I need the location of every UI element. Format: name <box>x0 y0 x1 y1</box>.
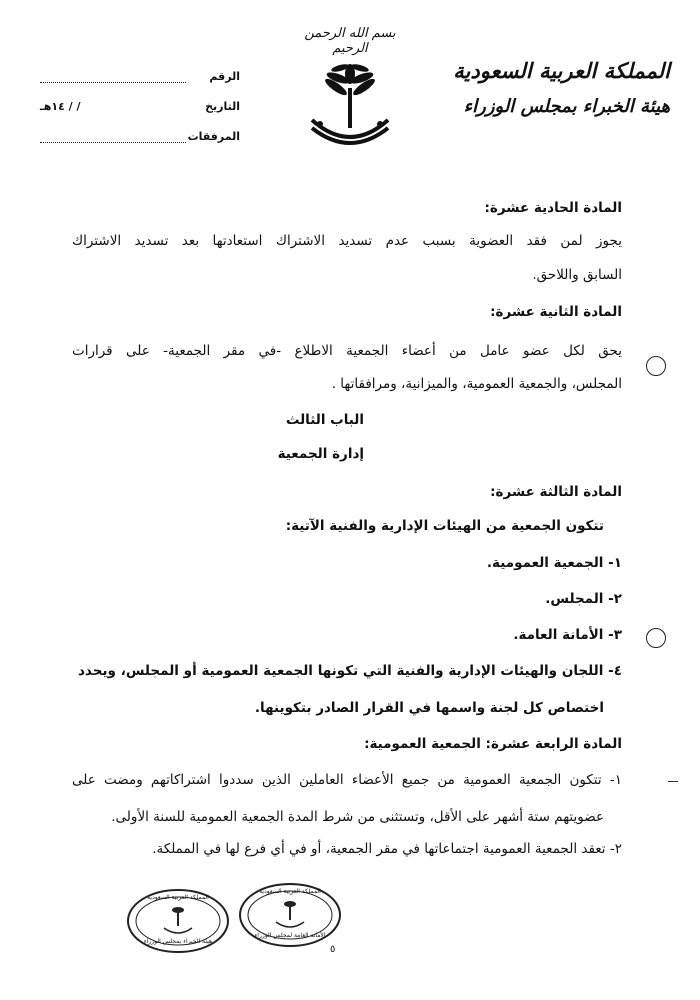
date-line <box>40 100 240 116</box>
part-3-heading: الباب الثالث <box>285 412 364 428</box>
reference-dotted-line <box>40 82 186 83</box>
article-14-item-1-line-2: عضويتهم ستة أشهر على الأقل، وتستثنى من شرط المدة الجمعية العمومية للسنة الأولى. <box>111 809 604 825</box>
article-13-item-1: ١- الجمعية العمومية. <box>486 555 622 571</box>
article-13-item-2: ٢- المجلس. <box>545 591 622 607</box>
attachments-line <box>40 130 240 146</box>
article-14-item-1-line-1: ١- تتكون الجمعية العمومية من جميع الأعضاء العاملين الذين سددوا اشتراكاتهم ومضت على <box>72 772 622 788</box>
article-13-intro: تتكون الجمعية من الهيئات الإدارية والفنية الآتية: <box>285 518 604 534</box>
reference-line <box>40 70 240 86</box>
article-12-title: المادة الثانية عشرة: <box>490 304 622 320</box>
margin-dash-mark <box>668 781 678 782</box>
article-14-title: المادة الرابعة عشرة: الجمعية العمومية: <box>364 736 622 752</box>
date-label: التاريخ <box>205 100 240 113</box>
saudi-emblem-icon <box>300 58 400 158</box>
seal-left-bottom-text: هيئة الخبراء بمجلس الوزراء <box>143 938 213 945</box>
article-13-item-4-line-1: ٤- اللجان والهيئات الإدارية والفنية التي تكونها الجمعية العمومية أو المجلس، ويحدد <box>78 663 622 679</box>
article-11-line-1: يجوز لمن فقد العضوية بسبب عدم تسديد الاشتراك استعادتها بعد تسديد الاشتراك <box>72 233 622 249</box>
article-11-line-2: السابق واللاحق. <box>532 267 622 283</box>
article-13-item-4-line-2: اختصاص كل لجنة واسمها في القرار الصادر بتكوينها. <box>254 700 604 716</box>
issuing-body-name: هيئة الخبراء بمجلس الوزراء <box>463 96 670 117</box>
margin-hole-mark <box>646 356 666 376</box>
seal-right-top-text: المملكة العربية السعودية <box>259 888 321 895</box>
part-3-title: إدارة الجمعية <box>277 446 364 462</box>
seal-left-top-text: المملكة العربية السعودية <box>147 894 209 901</box>
article-12-line-1: يحق لكل عضو عامل من أعضاء الجمعية الاطلاع -في مقر الجمعية- على قرارات <box>72 343 622 359</box>
page-number: ٥ <box>330 944 336 955</box>
kingdom-name: المملكة العربية السعودية <box>453 58 670 83</box>
basmala: بسم الله الرحمن الرحيم <box>304 26 396 56</box>
article-13-item-3: ٣- الأمانة العامة. <box>513 627 622 643</box>
attachments-label: المرفقات <box>187 130 240 143</box>
date-value: / / ١٤هـ <box>40 100 81 113</box>
article-12-line-2: المجلس، والجمعية العمومية، والميزانية، ومرافقاتها . <box>331 376 622 392</box>
article-13-title: المادة الثالثة عشرة: <box>490 484 622 500</box>
attachments-dotted-line <box>40 142 186 143</box>
margin-hole-mark <box>646 628 666 648</box>
reference-label: الرقم <box>209 70 240 83</box>
seal-right-bottom-text: الأمانة العامة لمجلس الوزراء <box>254 932 326 939</box>
article-11-title: المادة الحادية عشرة: <box>484 200 622 216</box>
article-14-item-2: ٢- تعقد الجمعية العمومية اجتماعاتها في مقر الجمعية، أو في أي فرع لها في المملكة. <box>152 841 622 857</box>
